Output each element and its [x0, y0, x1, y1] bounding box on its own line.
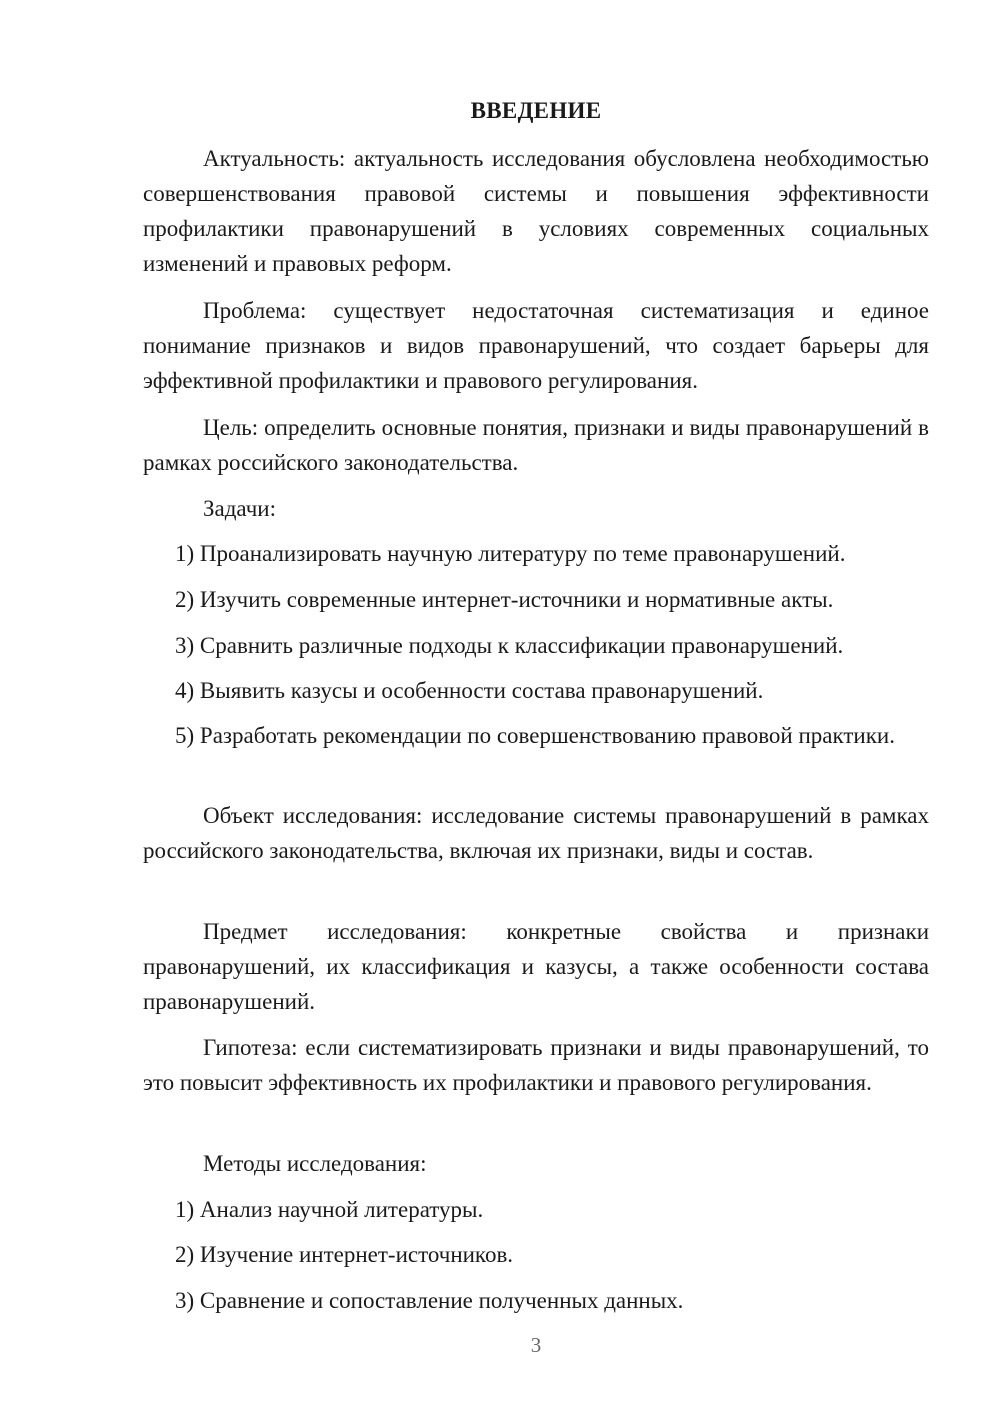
hypothesis-block [143, 1030, 929, 1100]
relevance-paragraph: Актуальность: актуальность исследования обусловлена необходимостью совершенствования правовой системы и повышения эффективности профилактики правонарушений в условиях современных социальных изменений и правовых реформ. [143, 146, 929, 276]
object-block [143, 798, 929, 868]
task-item-5: 5) Разработать рекомендации по совершенствованию правовой практики. [175, 723, 895, 748]
method-3-block [143, 1283, 929, 1318]
goal-block [143, 410, 929, 480]
task-1-block [143, 536, 929, 571]
subject-paragraph: Предмет исследования: конкретные свойства и признаки правонарушений, их классификация и казусы, а также особенности состава правонарушений. [143, 919, 929, 1014]
method-2-block [143, 1237, 929, 1272]
goal-paragraph: Цель: определить основные понятия, признаки и виды правонарушений в рамках российского законодательства. [143, 415, 929, 475]
method-item-1: 1) Анализ научной литературы. [175, 1197, 484, 1222]
problem-paragraph: Проблема: существует недостаточная систематизация и единое понимание признаков и видов правонарушений, что создает барьеры для эффективной профилактики и правового регулирования. [143, 298, 929, 393]
task-item-2: 2) Изучить современные интернет-источники и нормативные акты. [175, 587, 834, 612]
task-3-block [143, 628, 929, 663]
methods-label: Методы исследования: [203, 1151, 427, 1176]
method-item-2: 2) Изучение интернет-источников. [175, 1242, 514, 1267]
task-2-block [143, 582, 929, 617]
relevance-block [143, 141, 929, 281]
tasks-label-block [143, 491, 929, 526]
method-1-block [143, 1192, 929, 1227]
subject-block [143, 914, 929, 1019]
page-number: 3 [530, 1333, 542, 1357]
task-item-3: 3) Сравнить различные подходы к классификации правонарушений. [175, 633, 844, 658]
method-item-3: 3) Сравнение и сопоставление полученных данных. [175, 1288, 684, 1313]
task-item-4: 4) Выявить казусы и особенности состава правонарушений. [175, 678, 764, 703]
task-item-1: 1) Проанализировать научную литературу по теме правонарушений. [175, 541, 846, 566]
page-heading: ВВЕДЕНИЕ [470, 98, 602, 123]
methods-label-block [143, 1146, 929, 1181]
hypothesis-paragraph: Гипотеза: если систематизировать признаки и виды правонарушений, то это повысит эффективность их профилактики и правового регулирования. [143, 1035, 929, 1095]
problem-block [143, 293, 929, 398]
task-4-block [143, 673, 929, 708]
object-paragraph: Объект исследования: исследование системы правонарушений в рамках российского законодательства, включая их признаки, виды и состав. [143, 803, 929, 863]
task-5-block [143, 718, 929, 753]
tasks-label: Задачи: [203, 496, 276, 521]
